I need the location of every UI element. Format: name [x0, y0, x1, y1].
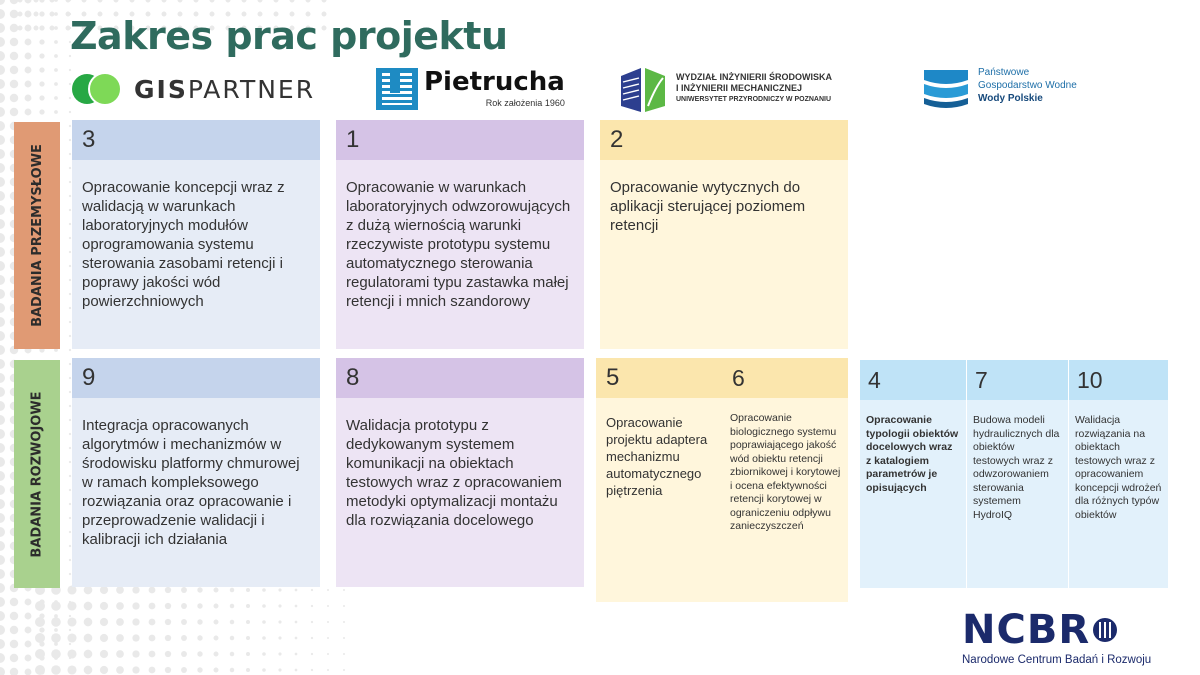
task-description: Integracja opracowanych algorytmów i mechanizmów w środowisku platformy chmurowej w ramach kompleksowego rozwiązania oraz opracowanie i przeprowadzenie walidacji i kalibracji ich działania: [82, 417, 300, 548]
task-description: Opracowanie projektu adaptera mechanizmu automatycznego piętrzenia: [606, 415, 708, 498]
task-number: 3: [72, 120, 320, 160]
gispartner-circle-icon: [88, 72, 122, 106]
task-card-8: [336, 358, 584, 587]
wody-polskie-logo: [922, 66, 1077, 110]
water-waves-icon: [922, 66, 970, 110]
pietrucha-sub: Rok założenia 1960: [485, 98, 565, 108]
wody-line3: Wody Polskie: [978, 93, 1043, 104]
task-number: 2: [600, 120, 848, 160]
pietrucha-logo: [376, 68, 565, 110]
ncbr-mark: NCBR: [962, 607, 1091, 653]
task-description: Walidacja rozwiązania na obiektach testowych wraz z opracowaniem koncepcji wdrożeń dla różnych typów obiektów: [1075, 414, 1162, 521]
pietrucha-p-icon: [376, 68, 418, 110]
task-description: Opracowanie w warunkach laboratoryjnych odwzorowujących z dużą wiernością warunki rzeczywiste prototypu systemu automatycznego sterowania regulatorami typu zastawka małej retencji i mnich szandorowy: [346, 179, 571, 310]
task-description: Opracowanie koncepcji wraz z walidacją w warunkach laboratoryjnych modułów oprogramowania systemu sterowania zasobami retencji i poprawy jakości wód powierzchniowych: [82, 179, 285, 310]
university-crest-icon: [618, 66, 668, 114]
wydzial-logo: [618, 66, 832, 114]
task-number: 10: [1069, 360, 1168, 400]
row-label-industrial: [14, 122, 60, 349]
task-description: Budowa modeli hydraulicznych dla obiektów testowych wraz z odwzorowaniem sterowania systemem HydroIQ: [973, 414, 1060, 521]
page-title: Zakres prac projektu: [70, 14, 508, 58]
wydzial-line1: WYDZIAŁ INŻYNIERII ŚRODOWISKA: [676, 72, 832, 82]
pietrucha-name: Pietrucha: [424, 67, 565, 97]
task-number: 8: [336, 358, 584, 398]
task-description: Opracowanie wytycznych do aplikacji sterującej poziomem retencji: [610, 179, 806, 234]
gispartner-rest: PARTNER: [187, 74, 316, 104]
task-description: Walidacja prototypu z dedykowanym systemem komunikacji na obiektach testowych wraz z opracowaniem metodyki optymalizacji montażu dla rozwiązania docelowego: [346, 417, 562, 529]
task-card-3: [72, 120, 320, 349]
gispartner-logo: [72, 72, 315, 106]
task-number: 4: [860, 360, 966, 400]
ncbr-disc-icon: [1092, 617, 1118, 643]
task-card-10: [1069, 360, 1168, 588]
task-number: 9: [72, 358, 320, 398]
task-card-5: [596, 358, 724, 602]
ncbr-sub: Narodowe Centrum Badań i Rozwoju: [962, 654, 1152, 666]
task-description: Opracowanie typologii obiektów docelowych wraz z katalogiem parametrów je opisujących: [866, 414, 959, 494]
task-card-4: [860, 360, 966, 588]
task-card-9: [72, 358, 320, 587]
wydzial-line3: UNIWERSYTET PRZYRODNICZY W POZNANIU: [676, 96, 832, 103]
task-card-6: [724, 358, 848, 602]
ncbr-logo: [962, 607, 1152, 666]
task-number: 5: [596, 358, 724, 398]
task-description: Opracowanie biologicznego systemu poprawiającego jakość wód obiektu retencji zbiornikowej i korytowej i ocena efektywności retencji korytowej w ograniczeniu odpływu zanieczyszczeń: [730, 412, 841, 532]
row-label-development: [14, 360, 60, 588]
row-label-development-text: BADANIA ROZWOJOWE: [29, 390, 45, 558]
gispartner-bold: GIS: [134, 74, 188, 104]
wody-line2: Gospodarstwo Wodne: [978, 80, 1077, 91]
task-card-7: [967, 360, 1068, 588]
wody-line1: Państwowe: [978, 67, 1030, 78]
task-number: 6: [724, 358, 848, 398]
task-card-2: [600, 120, 848, 349]
task-number: 7: [967, 360, 1068, 400]
task-number: 1: [336, 120, 584, 160]
wydzial-line2: I INŻYNIERII MECHANICZNEJ: [676, 83, 803, 93]
task-card-1: [336, 120, 584, 349]
row-label-industrial-text: BADANIA PRZEMYSŁOWE: [29, 144, 45, 327]
